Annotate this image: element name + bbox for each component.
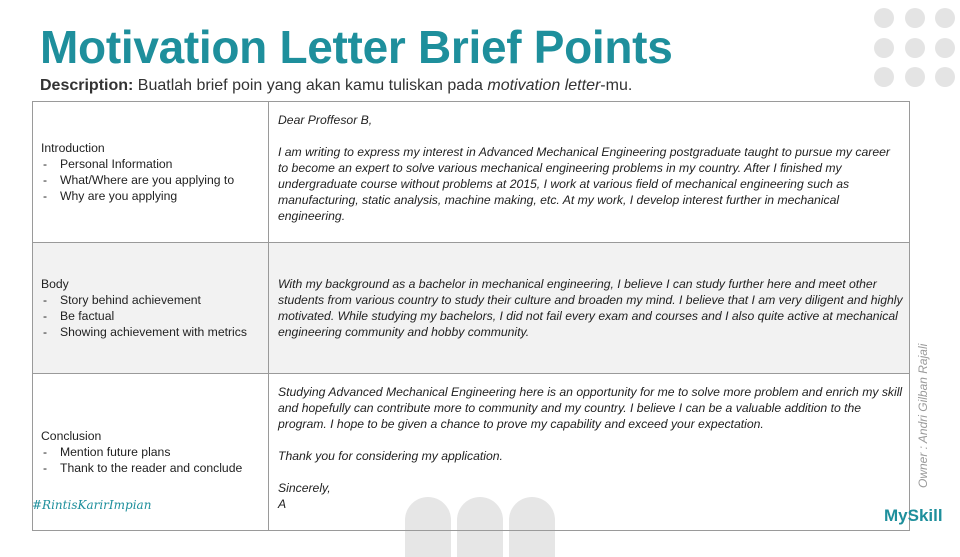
myskill-logo: MySkill: [884, 506, 943, 525]
point-item: - Mention future plans: [41, 444, 260, 460]
decorative-dot: [905, 8, 925, 28]
point-item: - Why are you applying: [41, 188, 260, 204]
signature-line: A: [278, 497, 287, 511]
point-item: - What/Where are you applying to: [41, 172, 260, 188]
section-title: Conclusion: [41, 429, 102, 443]
decorative-dot: [935, 38, 955, 58]
point-item: - Thank to the reader and conclude: [41, 460, 260, 476]
decorative-dot: [874, 38, 894, 58]
decorative-dot: [874, 8, 894, 28]
table-row-body: [33, 243, 910, 374]
decorative-dot-grid: [874, 8, 956, 88]
decorative-dot: [874, 67, 894, 87]
brief-points-table: [32, 101, 910, 531]
decorative-dot: [935, 67, 955, 87]
section-points: [41, 156, 260, 204]
point-item: - Showing achievement with metrics: [41, 324, 260, 340]
table-row-introduction: [33, 102, 910, 243]
point-item: - Be factual: [41, 308, 260, 324]
intro-paragraph: I am writing to express my interest in Advanced Mechanical Engineering postgraduate taught to pursue my career to become an expert to solve various mechanical engineering problems in my country. After I finished my undergraduate course without problems at 2015, I work at various field of mechanical engineering such as manufacturing, static analysis, machine making, etc. At my work, I develop interest further in mechanical engineering.: [278, 145, 890, 223]
decorative-dot: [905, 67, 925, 87]
section-cell: [33, 243, 269, 374]
description: [40, 77, 632, 95]
body-paragraph: With my background as a bachelor in mechanical engineering, I believe I can study further here and meet other students from various country to study their culture and broaden my mind. I believe that I am very diligent and highly motivated. While studying my bachelors, I did not fail every exam and courses and I also quite active at mechanical engineering community and hobby community.: [278, 277, 903, 339]
content-cell: [269, 374, 910, 531]
salutation: Dear Proffesor B,: [278, 113, 373, 127]
point-item: - Personal Information: [41, 156, 260, 172]
decorative-dot: [935, 8, 955, 28]
section-title: Body: [41, 277, 69, 291]
section-points: [41, 444, 260, 476]
description-label: Description:: [40, 77, 134, 94]
point-item: - Story behind achievement: [41, 292, 260, 308]
closing-line: Sincerely,: [278, 481, 331, 495]
description-italic: motivation letter: [487, 77, 601, 94]
decorative-dot: [905, 38, 925, 58]
description-suffix: -mu.: [600, 77, 633, 94]
content-cell: [269, 243, 910, 374]
conclusion-paragraph: Studying Advanced Mechanical Engineering here is an opportunity for me to solve more problem and enrich my skill and hopefully can contribute more to community and my country. I believe I can be a valuable addition to the program. I hope to be given a chance to prove my capability and exceed your expectation.: [278, 385, 903, 431]
section-points: [41, 292, 260, 340]
description-text: Buatlah brief poin yang akan kamu tuliskan pada: [133, 77, 488, 94]
owner-credit: Owner : Andri Gilban Rajali: [916, 343, 930, 488]
table-row-conclusion: [33, 374, 910, 531]
content-cell: [269, 102, 910, 243]
section-title: Introduction: [41, 141, 105, 155]
section-cell: [33, 102, 269, 243]
slide-title: Motivation Letter Brief Points: [40, 21, 673, 73]
thanks-line: Thank you for considering my application.: [278, 449, 503, 463]
hashtag: #RintisKarirImpian: [32, 498, 152, 512]
